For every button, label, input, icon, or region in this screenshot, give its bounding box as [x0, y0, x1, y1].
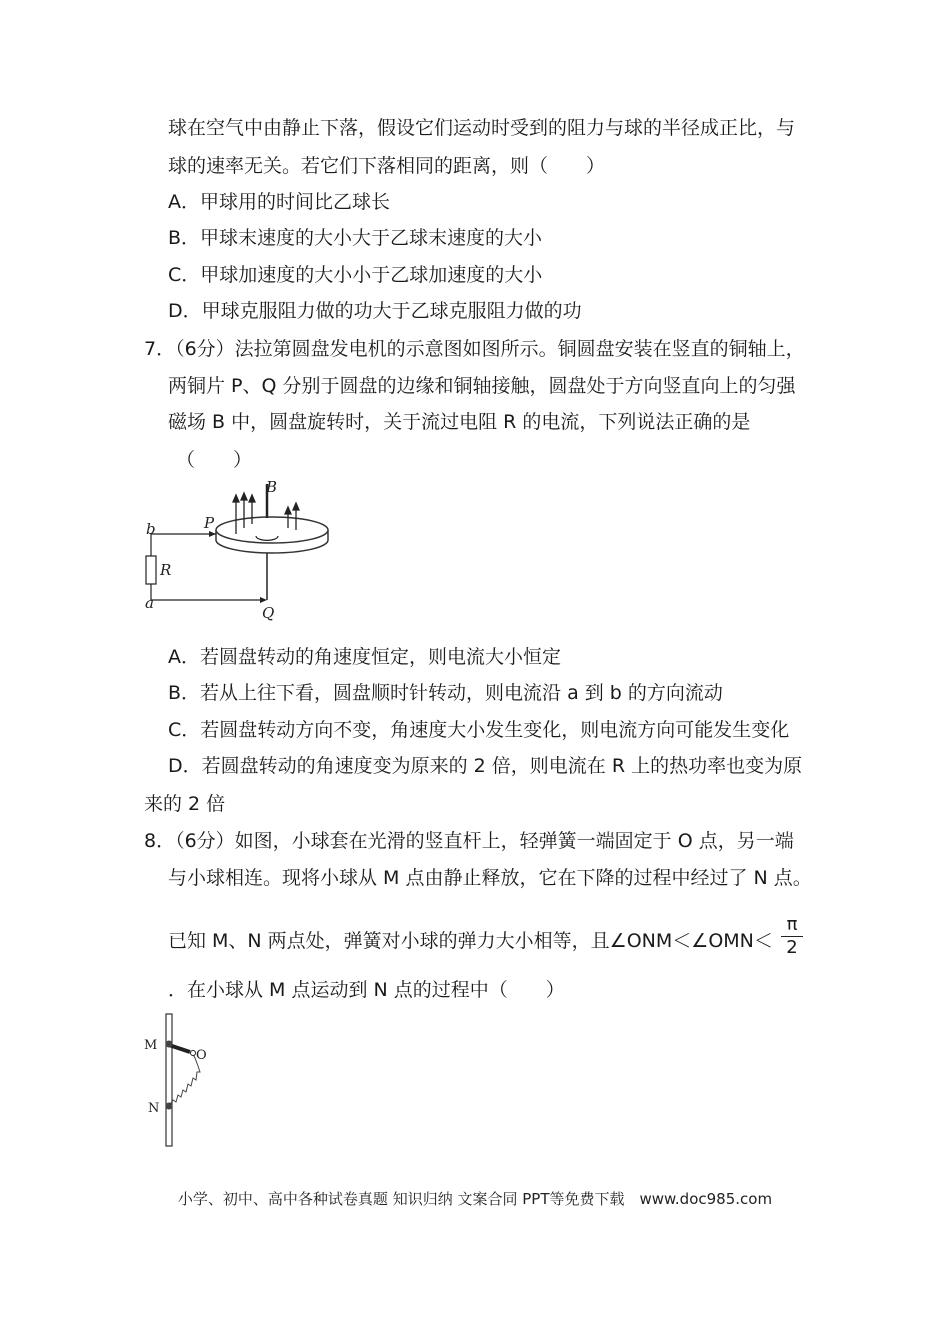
q6-stem-line-1: 球在空气中由静止下落，假设它们运动时受到的阻力与球的半径成正比，与 — [168, 117, 796, 139]
page-footer: 小学、初中、高中各种试卷真题 知识归纳 文案合同 PPT等免费下载 www.doc985.com — [177, 1190, 773, 1208]
q7-option-d-continued: 来的 2 倍 — [144, 793, 226, 815]
spring-rod-figure — [140, 1012, 220, 1152]
q8-stem-line-3: 已知 M、N 两点处，弹簧对小球的弹力大小相等，且∠ONM＜∠OMN＜ — [168, 930, 773, 952]
q6-stem-line-2: 球的速率无关。若它们下落相同的距离，则（ ） — [168, 155, 606, 177]
q6-option-b: B．甲球末速度的大小大于乙球末速度的大小 — [168, 227, 543, 249]
q6-option-d: D．甲球克服阻力做的功大于乙球克服阻力做的功 — [168, 300, 582, 322]
q8-stem-line-4: ．在小球从 M 点运动到 N 点的过程中（ ） — [168, 979, 565, 1001]
q7-stem-line-3: 磁场 B 中，圆盘旋转时，关于流过电阻 R 的电流，下列说法正确的是 — [168, 411, 751, 433]
pivot-o — [191, 1051, 196, 1056]
wire-top — [151, 534, 216, 540]
label-q: Q — [262, 604, 275, 622]
fraction-denominator: 2 — [786, 937, 798, 958]
contact-q-arrow — [260, 597, 267, 603]
label-a-terminal: a — [145, 594, 154, 612]
resistor-r — [146, 556, 156, 584]
label-b-field: B — [266, 478, 278, 496]
q7-option-b: B．若从上往下看，圆盘顺时针转动，则电流沿 a 到 b 的方向流动 — [168, 682, 723, 704]
q7-option-c: C．若圆盘转动方向不变，角速度大小发生变化，则电流方向可能发生变化 — [168, 719, 790, 741]
q8-stem-line-1: 8．（6分）如图，小球套在光滑的竖直杆上，轻弹簧一端固定于 O 点，另一端 — [144, 830, 794, 852]
q8-stem-line-2: 与小球相连。现将小球从 M 点由静止释放，它在下降的过程中经过了 N 点。 — [168, 867, 812, 889]
pi-over-2-fraction — [781, 915, 803, 958]
label-n: N — [148, 1101, 160, 1116]
label-r: R — [160, 561, 172, 579]
q7-stem-line-4: （ ） — [176, 449, 253, 471]
q6-option-a: A．甲球用的时间比乙球长 — [168, 191, 390, 213]
copper-disk — [216, 517, 328, 553]
q6-option-c: C．甲球加速度的大小小于乙球加速度的大小 — [168, 264, 543, 286]
ball-at-n — [166, 1103, 173, 1110]
q7-stem-line-2: 两铜片 P、Q 分别于圆盘的边缘和铜轴接触，圆盘处于方向竖直向上的匀强 — [168, 375, 796, 397]
q7-stem-line-1: 7．（6分）法拉第圆盘发电机的示意图如图所示。铜圆盘安装在竖直的铜轴上， — [144, 338, 805, 360]
label-p: P — [204, 514, 215, 532]
q7-option-a: A．若圆盘转动的角速度恒定，则电流大小恒定 — [168, 646, 561, 668]
vertical-rod — [166, 1014, 172, 1146]
label-m: M — [144, 1038, 158, 1053]
faraday-disk-figure — [138, 478, 338, 623]
label-b-terminal: b — [146, 520, 156, 538]
label-o: O — [196, 1048, 207, 1063]
q7-option-d: D．若圆盘转动的角速度变为原来的 2 倍，则电流在 R 上的热功率也变为原 — [168, 755, 803, 777]
ball-at-m — [166, 1041, 173, 1048]
fraction-numerator: π — [786, 914, 798, 935]
